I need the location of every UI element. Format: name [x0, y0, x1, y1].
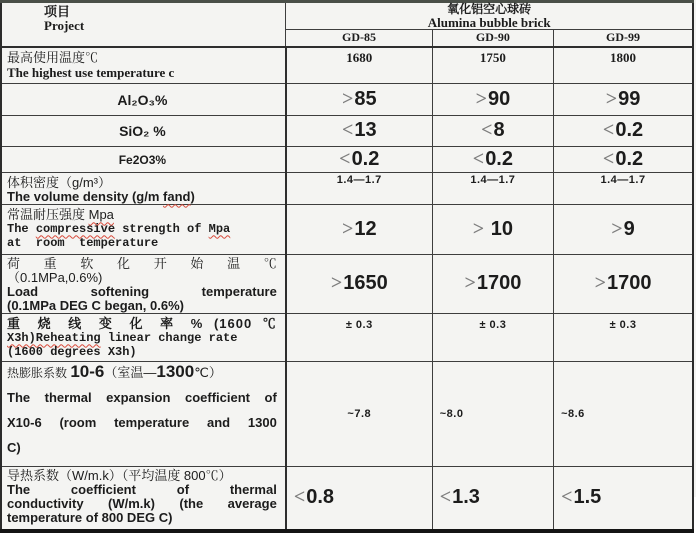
- grade-header-gd85: GD-85: [286, 30, 432, 47]
- label-line: [7, 390, 283, 406]
- row-reheating-label: [1, 313, 286, 361]
- row-al2o3: [1, 83, 693, 115]
- comparison-symbol: <: [481, 119, 493, 141]
- value-text: 1650: [343, 272, 388, 294]
- label-line: [7, 497, 283, 511]
- label-text: （0.1MPa,0.6%): [7, 269, 103, 285]
- spellcheck-word: Mpa: [208, 221, 231, 236]
- label-line: [7, 50, 283, 65]
- value-text: 1.4—1.7: [470, 173, 516, 186]
- comparison-symbol: >: [330, 272, 343, 294]
- label-text: Al₂O₃%: [117, 91, 168, 108]
- value-text: 8: [493, 119, 505, 141]
- value-text: 0.2: [615, 119, 644, 141]
- comparison-symbol: >: [472, 217, 485, 240]
- row-max-temp-value-GD-85: [286, 47, 432, 84]
- label-line: [7, 331, 283, 345]
- value-text: 90: [487, 87, 511, 110]
- label-text: 导热系数（W/m.k）（平均温度 800℃）: [7, 467, 232, 483]
- label-text: linear change rate: [100, 330, 238, 345]
- row-max-temp-value-GD-99: [554, 47, 693, 84]
- value-text: 85: [354, 87, 377, 110]
- comparison-symbol: <: [472, 147, 485, 170]
- row-fe2o3-label: [1, 146, 286, 172]
- row-density-value-GD-90: [432, 172, 553, 204]
- label-text: 1300: [156, 361, 195, 381]
- label-text: (1600 degrees X3h): [7, 344, 137, 359]
- value-text: ± 0.3: [609, 318, 637, 331]
- label-text: temperature of 800 DEG C): [7, 509, 173, 525]
- comparison-symbol: <: [339, 147, 351, 170]
- value-text: 1.3: [452, 486, 480, 508]
- label-text: ): [190, 188, 195, 204]
- label-line: [7, 222, 283, 236]
- row-thermal-expansion: [1, 361, 693, 466]
- row-load-softening-value-GD-90: [432, 254, 553, 313]
- comparison-symbol: >: [605, 87, 618, 110]
- comparison-symbol: >: [475, 87, 487, 110]
- label-text: X10-6 (room temperature and 1300: [7, 414, 277, 430]
- row-al2o3-label: [1, 83, 286, 115]
- label-text: The thermal expansion coefficient of: [7, 389, 277, 405]
- value-text: 10: [485, 217, 513, 240]
- comparison-symbol: <: [561, 486, 573, 508]
- value-text: ~7.8: [347, 407, 372, 420]
- spellcheck-word: compressive: [35, 221, 116, 236]
- row-load-softening-value-GD-85: [286, 254, 432, 313]
- row-al2o3-value-GD-85: [286, 83, 432, 115]
- row-al2o3-value-GD-99: [554, 83, 693, 115]
- row-sio2-label: [1, 115, 286, 146]
- product-name-cn: 氧化铝空心球砖: [447, 2, 532, 16]
- value-text: 1750: [479, 49, 506, 65]
- project-label-en: Project: [44, 18, 85, 33]
- value-text: 0.2: [485, 147, 513, 170]
- comparison-symbol: >: [594, 272, 606, 294]
- row-compressive: [1, 204, 693, 254]
- label-line: [7, 299, 283, 313]
- comparison-symbol: <: [341, 119, 354, 141]
- label-line: [7, 65, 283, 80]
- row-load-softening-label: [1, 254, 286, 313]
- row-reheating-value-GD-85: [286, 313, 432, 361]
- label-text: （室温—: [104, 364, 157, 380]
- comparison-symbol: >: [611, 217, 623, 240]
- row-fe2o3-value-GD-85: [286, 146, 432, 172]
- row-compressive-value-GD-85: [286, 204, 432, 254]
- label-line: [7, 257, 283, 271]
- value-text: 0.2: [351, 147, 380, 170]
- row-thermal-expansion-value-GD-85: [286, 361, 432, 466]
- label-line: [7, 207, 283, 222]
- label-text: The highest use temperature c: [7, 64, 175, 80]
- spellcheck-word: Mpa: [88, 206, 114, 222]
- label-text: 常温耐压强度: [7, 206, 89, 222]
- row-compressive-value-GD-99: [554, 204, 693, 254]
- value-text: 1.4—1.7: [336, 173, 382, 186]
- row-sio2-value-GD-85: [286, 115, 432, 146]
- label-text: 最高使用温度℃: [7, 49, 99, 65]
- value-text: 1700: [606, 272, 652, 294]
- row-thermal-conductivity-value-GD-85: [286, 466, 432, 531]
- comparison-symbol: >: [341, 217, 354, 240]
- label-line: [7, 316, 283, 331]
- row-thermal-conductivity-value-GD-90: [432, 466, 553, 531]
- label-text: strength of: [115, 221, 209, 236]
- row-density: [1, 172, 693, 204]
- value-text: 1680: [346, 49, 373, 65]
- row-reheating: [1, 313, 693, 361]
- label-line: [2, 93, 283, 108]
- label-line: [2, 153, 283, 168]
- project-header-cell: [1, 2, 286, 47]
- row-fe2o3: [1, 146, 693, 172]
- label-line: [7, 511, 283, 525]
- value-text: 13: [354, 119, 377, 141]
- spellcheck-word: X3h)Reheating: [7, 330, 101, 345]
- row-max-temp-label: [1, 47, 286, 84]
- value-text: 9: [623, 217, 635, 240]
- comparison-symbol: <: [602, 147, 615, 170]
- row-fe2o3-value-GD-99: [554, 146, 693, 172]
- label-text: at room temperature: [7, 235, 159, 250]
- label-text: The coefficient of thermal: [7, 481, 277, 497]
- comparison-symbol: <: [293, 486, 306, 508]
- value-text: 1.4—1.7: [600, 173, 646, 186]
- label-text: Load softening temperature: [7, 283, 277, 299]
- comparison-symbol: >: [464, 272, 476, 294]
- value-text: 1800: [610, 49, 637, 65]
- label-line: [7, 440, 283, 456]
- row-max-temp: [1, 47, 693, 84]
- label-line: [7, 345, 283, 359]
- label-text: 体积密度（g/m³）: [7, 174, 112, 190]
- label-text: The volume density (g/m: [7, 188, 164, 204]
- value-text: 12: [354, 217, 377, 240]
- label-text: 10-6: [70, 361, 105, 381]
- spec-table-body: [1, 47, 693, 531]
- row-max-temp-value-GD-90: [432, 47, 553, 84]
- label-line: [7, 190, 283, 204]
- row-thermal-conductivity-label: [1, 466, 286, 531]
- label-text: The: [7, 221, 36, 236]
- label-text: 热膨胀系数: [7, 365, 71, 380]
- label-line: [7, 285, 283, 299]
- label-line: [7, 415, 283, 431]
- header-row-product: [1, 2, 693, 30]
- row-compressive-label: [1, 204, 286, 254]
- label-line: [2, 124, 283, 139]
- label-text: Fe2O3%: [118, 152, 167, 167]
- value-text: 1.5: [573, 486, 602, 508]
- row-density-label: [1, 172, 286, 204]
- comparison-symbol: <: [439, 486, 452, 508]
- spellcheck-word: fand: [163, 188, 191, 204]
- row-load-softening: [1, 254, 693, 313]
- row-sio2: [1, 115, 693, 146]
- value-text: ± 0.3: [345, 318, 373, 331]
- row-reheating-value-GD-90: [432, 313, 553, 361]
- grade-header-gd99: GD-99: [554, 30, 693, 47]
- label-text: conductivity (W/m.k) (the average: [7, 495, 277, 511]
- row-thermal-expansion-value-GD-90: [432, 361, 553, 466]
- value-text: ~8.6: [561, 407, 585, 420]
- comparison-symbol: <: [602, 119, 615, 141]
- value-text: 0.2: [615, 147, 644, 170]
- value-text: 0.8: [306, 486, 335, 508]
- label-line: [7, 271, 283, 285]
- row-al2o3-value-GD-90: [432, 83, 553, 115]
- label-text: 重 烧 线 变 化 率 % (1600 ℃: [7, 315, 277, 331]
- label-line: [7, 236, 283, 250]
- row-load-softening-value-GD-99: [554, 254, 693, 313]
- label-line: [7, 175, 283, 190]
- grade-header-gd90: GD-90: [432, 30, 553, 47]
- label-line: [7, 361, 283, 381]
- label-text: 荷 重 软 化 开 始 温 ℃: [7, 255, 277, 271]
- row-thermal-expansion-value-GD-99: [554, 361, 693, 466]
- value-text: 1700: [476, 272, 522, 294]
- product-header-cell: [286, 2, 693, 30]
- value-text: 99: [618, 87, 641, 110]
- label-text: C): [7, 439, 21, 455]
- label-text: (0.1MPa DEG C began, 0.6%): [7, 297, 184, 313]
- value-text: ~8.0: [439, 407, 464, 420]
- row-thermal-expansion-label: [1, 361, 286, 466]
- product-name-en: Alumina bubble brick: [427, 15, 551, 30]
- row-compressive-value-GD-90: [432, 204, 553, 254]
- value-text: ± 0.3: [479, 318, 507, 331]
- label-line: [7, 483, 283, 497]
- row-thermal-conductivity-value-GD-99: [554, 466, 693, 531]
- row-density-value-GD-85: [286, 172, 432, 204]
- row-density-value-GD-99: [554, 172, 693, 204]
- row-thermal-conductivity: [1, 466, 693, 531]
- row-sio2-value-GD-90: [432, 115, 553, 146]
- label-text: SiO₂ %: [119, 123, 166, 139]
- row-reheating-value-GD-99: [554, 313, 693, 361]
- row-sio2-value-GD-99: [554, 115, 693, 146]
- row-fe2o3-value-GD-90: [432, 146, 553, 172]
- label-line: [7, 469, 283, 483]
- label-text: ℃）: [194, 364, 222, 380]
- comparison-symbol: >: [341, 87, 354, 110]
- project-label-cn: 项目: [44, 4, 71, 19]
